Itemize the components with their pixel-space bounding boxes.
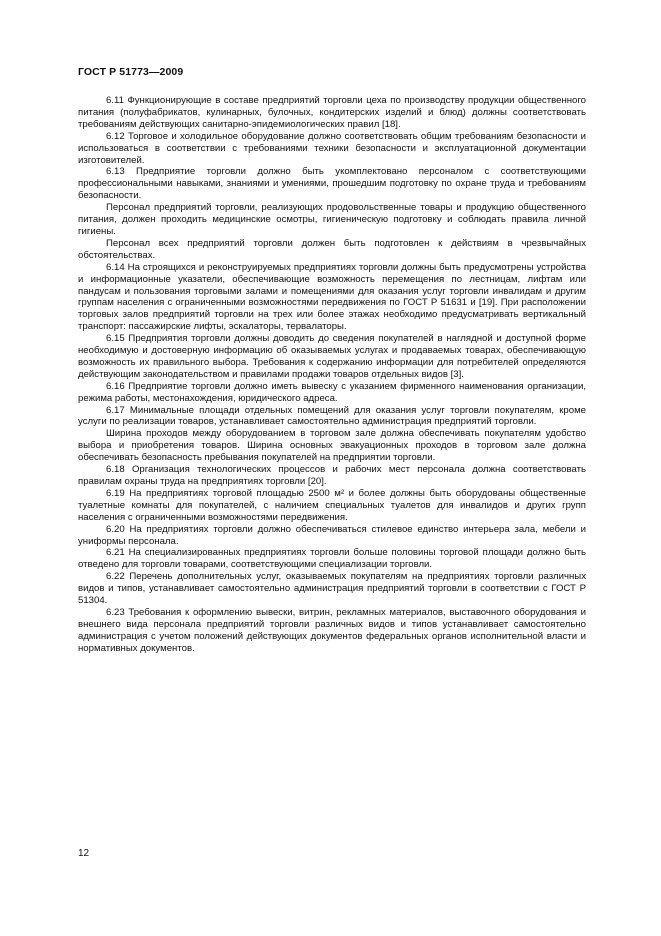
paragraph-6-23: 6.23 Требования к оформлению вывески, витрин, рекламных материалов, выставочного оборудования и внешнего вида персонала предприятий торговли различных видов и типов устанавливает самостоятельно администрация с учетом положений действующих документов федеральных органов исполнительной власти и нормативных документов. (78, 606, 586, 654)
body-text (78, 95, 586, 655)
paragraph-6-20: 6.20 На предприятиях торговли должно обеспечиваться стилевое единство интерьера зала, мебели и униформы персонала. (78, 523, 586, 547)
paragraph-personnel-medical: Персонал предприятий торговли, реализующих продовольственные товары и продукцию общественного питания, должен проходить медицинские осмотры, гигиеническую подготовку и соблюдать правила личной гигиены. (78, 202, 586, 237)
paragraph-6-19: 6.19 На предприятиях торговой площадью 2500 м² и более должны быть оборудованы общественные туалетные комнаты для покупателей, с наличием специальных туалетов для инвалидов и других групп населения с ограниченными возможностями передвижения. (78, 487, 586, 523)
paragraph-6-16: 6.16 Предприятие торговли должно иметь вывеску с указанием фирменного наименования организации, режима работы, местонахождения, юридического адреса. (78, 380, 586, 404)
paragraph-6-21: 6.21 На специализированных предприятиях торговли больше половины торговой площади должно быть отведено для торговли товарами, соответствующими специализации торговли. (78, 547, 586, 571)
paragraph-6-22: 6.22 Перечень дополнительных услуг, оказываемых покупателям на предприятиях торговли различных видов и типов, устанавливает самостоятельно администрация предприятий торговли в соответствии с ГОСТ Р 51304. (78, 571, 586, 607)
paragraph-6-14: 6.14 На строящихся и реконструируемых предприятиях торговли должны быть предусмотрены устройства и информационные указатели, обеспечивающие возможность перемещения по лестницам, лифтам или пандусам и пользования торговыми залами и помещениями для оказания услуг торговли инвалидам и другим группам населения с ограниченными возможностями передвижения по ГОСТ Р 51631 и [19]. При расположении торговых залов предприятий торговли на трех или более этажах необходимо предусматривать вертикальный транспорт: пассажирские лифты, эскалаторы, тервалаторы. (78, 261, 586, 333)
paragraph-6-13: 6.13 Предприятие торговли должно быть укомплектовано персоналом с соответствующими профессиональными навыками, знаниями и умениями, прошедшим подготовку по охране труда и требованиям безопасности. (78, 166, 586, 202)
paragraph-aisle-width: Ширина проходов между оборудованием в торговом зале должна обеспечивать покупателям удобство выбора и приобретения товаров. Ширина основных эвакуационных проходов в торговом зале должна обеспечивать безопасность пребывания покупателей на предприятии торговли. (78, 428, 586, 464)
document-header: ГОСТ Р 51773—2009 (78, 66, 184, 78)
paragraph-6-18: 6.18 Организация технологических процессов и рабочих мест персонала должна соответствовать правилам охраны труда на предприятиях торговли [20]. (78, 464, 586, 487)
paragraph-6-12: 6.12 Торговое и холодильное оборудование должно соответствовать общим требованиям безопасности и использоваться в соответствии с требованиями техники безопасности и эксплуатационной документации изготовителей. (78, 130, 586, 166)
paragraph-6-15: 6.15 Предприятия торговли должны доводить до сведения покупателей в наглядной и доступной форме необходимую и достоверную информацию об оказываемых услугах и продаваемых товарах, обеспечивающую возможность их правильного выбора. Требования к содержанию информации для потребителей определяются действующим законодательством и правилами продажи товаров отдельных видов [3]. (78, 333, 586, 380)
paragraph-personnel-emergency: Персонал всех предприятий торговли должен быть подготовлен к действиям в чрезвычайных обстоятельствах. (78, 237, 586, 261)
paragraph-6-17: 6.17 Минимальные площади отдельных помещений для оказания услуг торговли покупателям, кроме услуги по реализации товаров, устанавливает самостоятельно администрация предприятий торговли. (78, 404, 586, 428)
paragraph-6-11: 6.11 Функционирующие в составе предприятий торговли цеха по производству продукции общественного питания (полуфабрикатов, кулинарных, булочных, кондитерских изделий и блюд) должны соответствовать требованиям действующих санитарно-эпидемиологических правил [18]. (78, 95, 586, 130)
page-number: 12 (78, 848, 90, 859)
